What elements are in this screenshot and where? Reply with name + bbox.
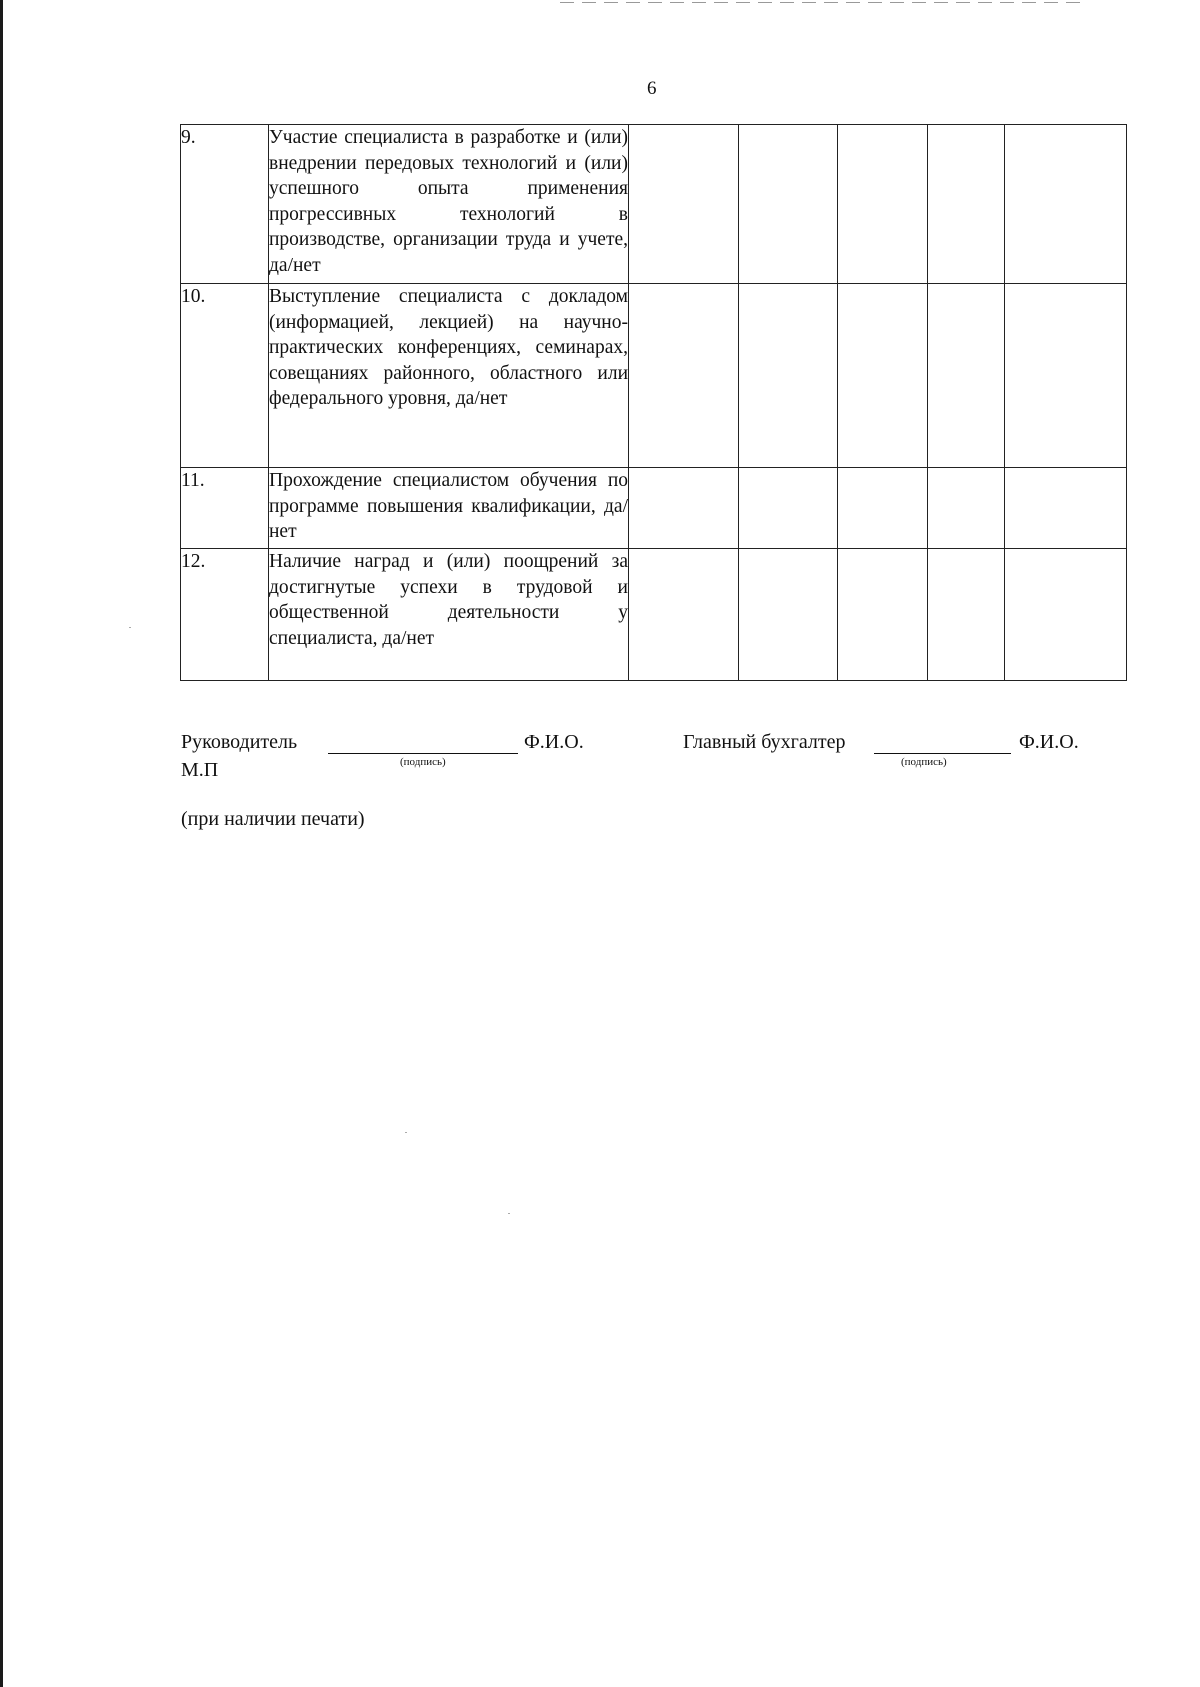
empty-cell [739, 284, 838, 468]
empty-cell [629, 468, 739, 549]
empty-cell [1005, 468, 1127, 549]
page-number: 6 [647, 78, 657, 99]
empty-cell [739, 468, 838, 549]
head-signature-line [328, 753, 518, 754]
empty-cell [629, 284, 739, 468]
row-number: 11. [181, 468, 269, 549]
empty-cell [928, 284, 1005, 468]
stamp-label: М.П [181, 759, 219, 781]
row-criterion-text: Прохождение специалистом обучения по программе повышения квалификации, да/нет [269, 470, 628, 543]
head-label: Руководитель [181, 731, 298, 753]
empty-cell [739, 549, 838, 681]
row-number: 12. [181, 549, 269, 681]
table-row [181, 549, 1127, 681]
empty-cell [1005, 549, 1127, 681]
empty-cell [928, 549, 1005, 681]
scan-speck [405, 1132, 407, 1133]
scan-speck [508, 1213, 510, 1214]
head-signature-caption: (подпись) [400, 756, 446, 768]
head-fio: Ф.И.О. [524, 731, 584, 753]
empty-cell [928, 468, 1005, 549]
row-criterion-text: Наличие наград и (или) поощрений за достигнутые успехи в трудовой и общественной деятельности у специалиста, да/нет [269, 551, 628, 649]
table-row [181, 284, 1127, 468]
stamp-note: (при наличии печати) [181, 808, 365, 830]
accountant-fio: Ф.И.О. [1019, 731, 1079, 753]
empty-cell [629, 549, 739, 681]
empty-cell [1005, 125, 1127, 284]
row-criterion-text: Участие специалиста в разработке и (или) внедрении передовых технологий и (или) успешного опыта применения прогрессивных технологий в производстве, организации труда и учете, да/нет [269, 127, 628, 276]
empty-cell [928, 125, 1005, 284]
empty-cell [838, 468, 928, 549]
empty-cell [739, 125, 838, 284]
accountant-signature-caption: (подпись) [901, 756, 947, 768]
row-criterion-text: Выступление специалиста с докладом (информацией, лекцией) на научно-практических конференциях, семинарах, совещаниях районного, областного или федерального уровня, да/нет [269, 286, 628, 410]
empty-cell [838, 549, 928, 681]
scan-left-edge [0, 0, 3, 1687]
accountant-label: Главный бухгалтер [683, 731, 846, 753]
accountant-signature-line [874, 753, 1011, 754]
scan-top-artifact [560, 2, 1080, 3]
row-number: 10. [181, 284, 269, 468]
scan-speck [129, 627, 131, 628]
empty-cell [629, 125, 739, 284]
table-row [181, 125, 1127, 284]
criteria-table [180, 124, 1127, 681]
empty-cell [838, 284, 928, 468]
row-number: 9. [181, 125, 269, 284]
table-row [181, 468, 1127, 549]
empty-cell [838, 125, 928, 284]
empty-cell [1005, 284, 1127, 468]
